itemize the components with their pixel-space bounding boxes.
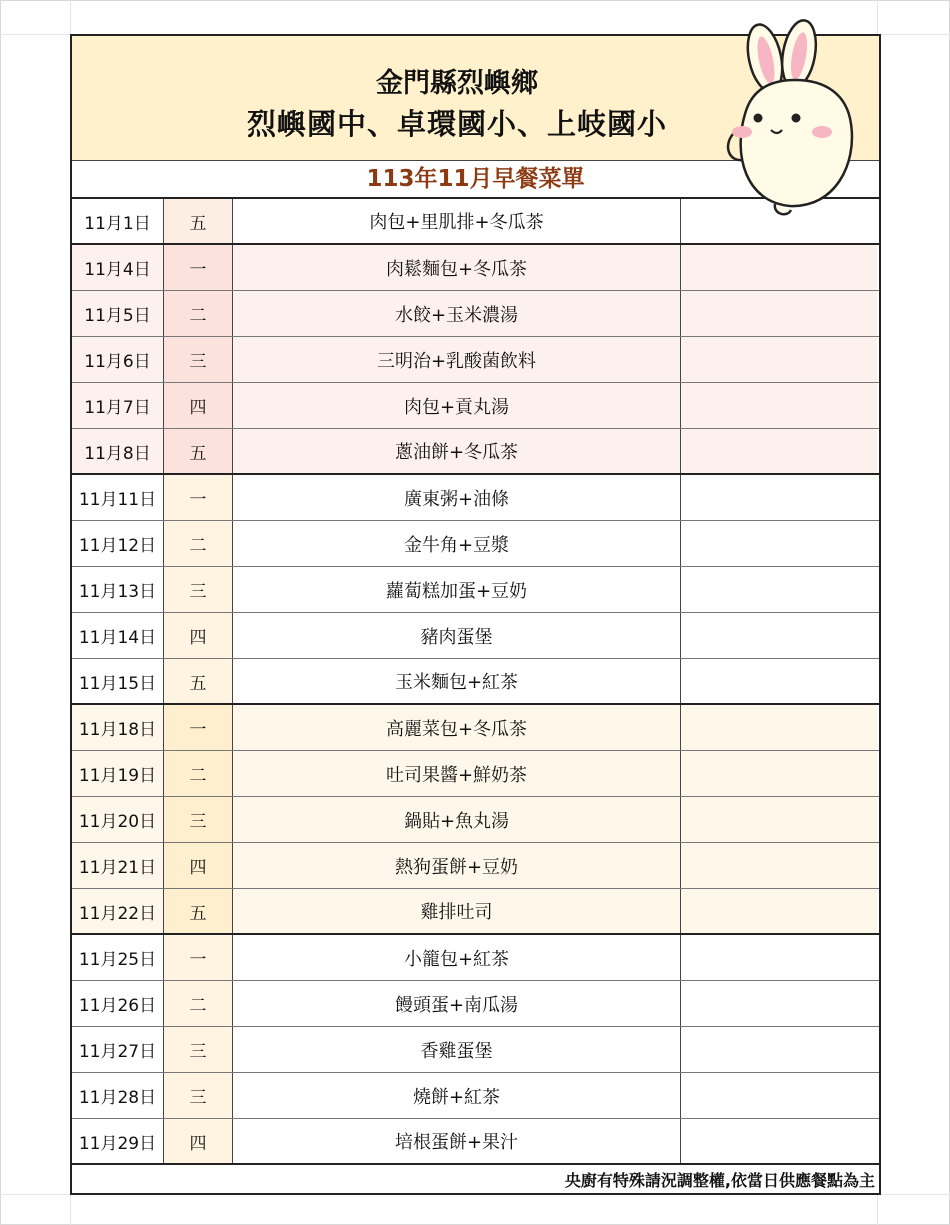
menu-item-cell: 小籠包+紅茶 [233,935,681,980]
date-cell: 11月21日 [72,843,164,888]
table-row [72,843,879,889]
table-row [72,383,879,429]
menu-subtitle: 113年11月早餐菜單 [72,161,879,199]
date-cell: 11月22日 [72,889,164,933]
schools-title: 烈嶼國中、卓環國小、上岐國小 [246,107,667,141]
note-cell [681,383,877,428]
note-cell [681,429,877,473]
menu-item-cell: 玉米麵包+紅茶 [233,659,681,703]
date-cell: 11月12日 [72,521,164,566]
note-cell [681,1073,877,1118]
table-row [72,705,879,751]
note-cell [681,245,877,290]
weekday-cell: 二 [164,981,233,1026]
menu-item-cell: 肉包+里肌排+冬瓜茶 [233,199,681,243]
menu-item-cell: 廣東粥+油條 [233,475,681,520]
date-cell: 11月1日 [72,199,164,243]
weekday-cell: 五 [164,659,233,703]
note-cell [681,613,877,658]
table-row [72,521,879,567]
footer-note: 央廚有特殊請況調整權,依當日供應餐點為主 [564,1170,875,1190]
menu-item-cell: 肉包+貢丸湯 [233,383,681,428]
weekday-cell: 一 [164,245,233,290]
table-row [72,1119,879,1165]
table-row [72,889,879,935]
menu-item-cell: 三明治+乳酸菌飲料 [233,337,681,382]
date-cell: 11月20日 [72,797,164,842]
weekday-cell: 五 [164,199,233,243]
table-row [72,245,879,291]
note-cell [681,843,877,888]
county-title: 金門縣烈嶼鄉 [376,68,538,99]
weekday-cell: 五 [164,429,233,473]
weekday-cell: 二 [164,751,233,796]
menu-table [72,199,879,1165]
menu-item-cell: 豬肉蛋堡 [233,613,681,658]
weekday-cell: 四 [164,843,233,888]
note-cell [681,659,877,703]
menu-item-cell: 金牛角+豆漿 [233,521,681,566]
date-cell: 11月15日 [72,659,164,703]
menu-item-cell: 熱狗蛋餅+豆奶 [233,843,681,888]
menu-item-cell: 燒餅+紅茶 [233,1073,681,1118]
table-row [72,751,879,797]
date-cell: 11月13日 [72,567,164,612]
menu-item-cell: 鍋貼+魚丸湯 [233,797,681,842]
note-cell [681,889,877,933]
weekday-cell: 三 [164,797,233,842]
bunny-mascot-icon [715,14,865,222]
weekday-cell: 一 [164,935,233,980]
date-cell: 11月6日 [72,337,164,382]
date-cell: 11月19日 [72,751,164,796]
weekday-cell: 五 [164,889,233,933]
note-cell [681,981,877,1026]
weekday-cell: 一 [164,705,233,750]
table-row [72,981,879,1027]
date-cell: 11月25日 [72,935,164,980]
weekday-cell: 四 [164,613,233,658]
menu-item-cell: 肉鬆麵包+冬瓜茶 [233,245,681,290]
date-cell: 11月8日 [72,429,164,473]
menu-item-cell: 饅頭蛋+南瓜湯 [233,981,681,1026]
table-row [72,613,879,659]
date-cell: 11月14日 [72,613,164,658]
menu-item-cell: 高麗菜包+冬瓜茶 [233,705,681,750]
table-row [72,429,879,475]
menu-item-cell: 香雞蛋堡 [233,1027,681,1072]
note-cell [681,705,877,750]
date-cell: 11月18日 [72,705,164,750]
note-cell [681,291,877,336]
weekday-cell: 四 [164,383,233,428]
weekday-cell: 三 [164,567,233,612]
date-cell: 11月7日 [72,383,164,428]
menu-item-cell: 雞排吐司 [233,889,681,933]
date-cell: 11月11日 [72,475,164,520]
date-cell: 11月28日 [72,1073,164,1118]
note-cell [681,1119,877,1163]
date-cell: 11月5日 [72,291,164,336]
note-cell [681,797,877,842]
note-cell [681,567,877,612]
note-cell [681,475,877,520]
table-row [72,797,879,843]
note-cell [681,337,877,382]
note-cell [681,521,877,566]
date-cell: 11月27日 [72,1027,164,1072]
table-row [72,567,879,613]
weekday-cell: 二 [164,521,233,566]
menu-item-cell: 培根蛋餅+果汁 [233,1119,681,1163]
table-row [72,1073,879,1119]
weekday-cell: 四 [164,1119,233,1163]
note-cell [681,1027,877,1072]
menu-item-cell: 吐司果醬+鮮奶茶 [233,751,681,796]
table-row [72,291,879,337]
menu-item-cell: 蘿蔔糕加蛋+豆奶 [233,567,681,612]
weekday-cell: 三 [164,1073,233,1118]
date-cell: 11月26日 [72,981,164,1026]
note-cell [681,935,877,980]
table-row [72,659,879,705]
menu-item-cell: 水餃+玉米濃湯 [233,291,681,336]
table-row [72,475,879,521]
table-row [72,1027,879,1073]
menu-item-cell: 蔥油餅+冬瓜茶 [233,429,681,473]
weekday-cell: 一 [164,475,233,520]
table-row [72,935,879,981]
date-cell: 11月4日 [72,245,164,290]
date-cell: 11月29日 [72,1119,164,1163]
weekday-cell: 三 [164,337,233,382]
table-row [72,337,879,383]
weekday-cell: 三 [164,1027,233,1072]
note-cell [681,751,877,796]
weekday-cell: 二 [164,291,233,336]
